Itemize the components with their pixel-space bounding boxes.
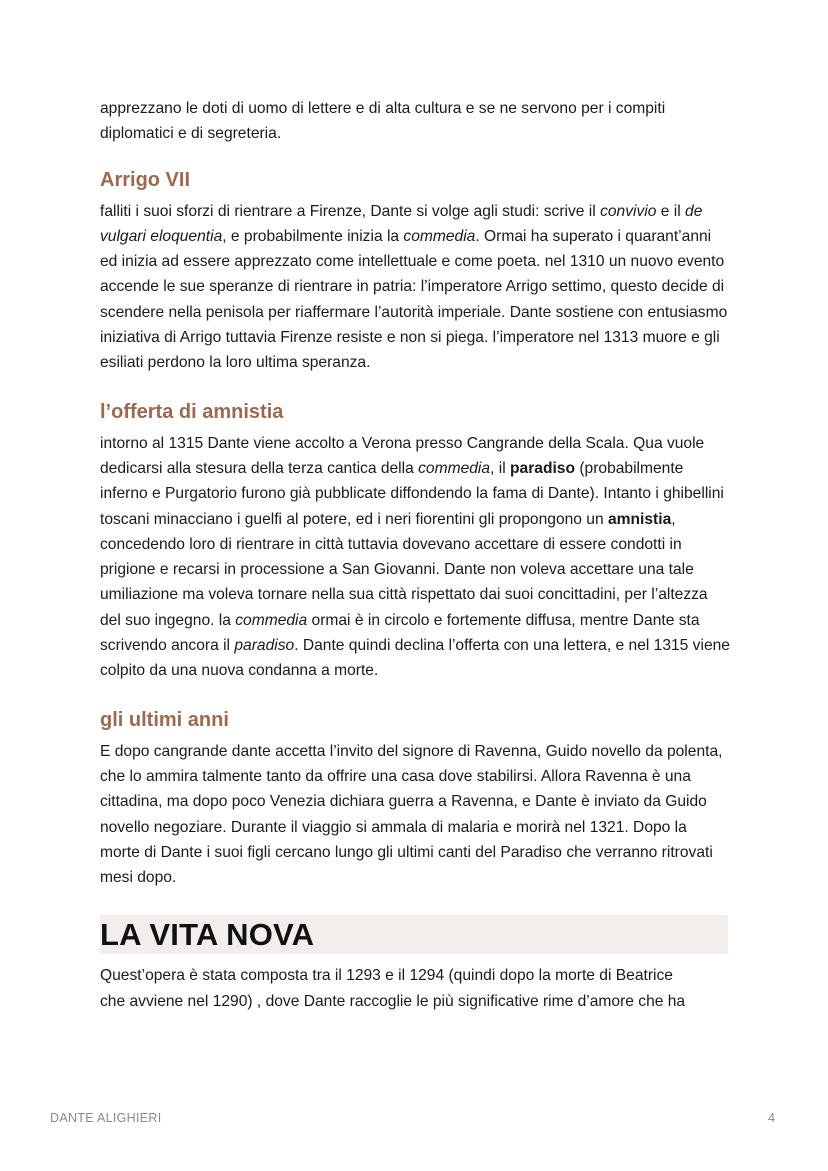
offerta-italic-commedia: commedia [418, 459, 491, 477]
section-title-bar [100, 915, 728, 954]
offerta-text-3: (probabilmente inferno e Purgatorio furono già pubblicate diffondendo la fama di Dante). Intanto i ghibellini toscani minacciano i guelfi al potere, ed i neri fiorentini gli propongono un [100, 459, 724, 528]
intro-line-1: apprezzano le doti di uomo di lettere e di alta cultura e se ne servono per i compiti [100, 100, 666, 117]
heading-arrigo: Arrigo VII [100, 168, 191, 191]
heading-ultimi-anni: gli ultimi anni [100, 708, 229, 731]
offerta-bold-amnistia: amnistia [607, 510, 672, 528]
footer-document-title: DANTE ALIGHIERI [50, 1111, 162, 1125]
ultimi-paragraph: E dopo cangrande dante accetta l’invito del signore di Ravenna, Guido novello da polenta, che lo ammira talmente tanto da offrire una casa dove stabilirsi. Allora Ravenna è una cittadina, ma dopo poco Venezia dichiara guerra a Ravenna, e Dante è inviato da Guido novello negoziare. Durante il viaggio si ammala di malaria e morirà nel 1321. Dopo la morte di Dante i suoi figli cercano lungo gli ultimi canti del Paradiso che verranno ritrovati mesi dopo. [100, 742, 723, 887]
offerta-paragraph [100, 431, 730, 684]
heading-vita-nova: LA VITA NOVA [100, 916, 315, 952]
intro-paragraph [100, 96, 730, 147]
arrigo-text-4: . Ormai ha superato i quarant’anni ed inizia ad essere apprezzato come intellettuale e come poeta. nel 1310 un nuovo evento accende le sue speranze di rientrare in patria: l’imperatore Arrigo settimo, questo decide di scendere nella penisola per riaffermare l’autorità imperiale. Dante sostiene con entusiasmo iniziativa di Arrigo tuttavia Firenze resiste e non si piega. l’imperatore nel 1313 muore e gli esiliati perdono la loro ultima speranza. [100, 227, 728, 372]
intro-line-2: diplomatici e di segreteria. [100, 125, 282, 143]
arrigo-text-1: falliti i suoi sforzi di rientrare a Firenze, Dante si volge agli studi: scrive il [100, 202, 601, 220]
footer-page-number: 4 [768, 1111, 775, 1125]
offerta-bold-paradiso: paradiso [510, 459, 575, 477]
document-page [100, 96, 730, 1014]
arrigo-italic-convivio: convivio [600, 202, 657, 220]
offerta-text-4: , concedendo loro di rientrare in città tuttavia dovevano accettare di essere condotti in prigione e recarsi in processione a San Giovanni. Dante non voleva accettare una tale umiliazione ma voleva tornare nella sua città rispettato dai suoi concittadini, per l’altezza del suo ingegno. la [100, 510, 708, 629]
vita-nova-line-2: che avviene nel 1290) , dove Dante raccoglie le più significative rime d’amore che ha [100, 992, 686, 1010]
heading-offerta: l’offerta di amnistia [100, 400, 284, 423]
offerta-text-5: ormai è in circolo e fortemente diffusa, mentre Dante sta scrivendo ancora il [100, 611, 700, 655]
offerta-italic-paradiso: paradiso [234, 637, 295, 655]
arrigo-italic-commedia: commedia [403, 227, 476, 245]
arrigo-text-2: e il [656, 202, 686, 220]
offerta-text-6: . Dante quindi declina l’offerta con una lettera, e nel 1315 viene colpito da una nuova condanna a morte. [100, 637, 730, 680]
arrigo-text-3: , e probabilmente inizia la [222, 227, 404, 245]
offerta-text-1: intorno al 1315 Dante viene accolto a Verona presso Cangrande della Scala. Qua vuole dedicarsi alla stesura della terza cantica della [100, 434, 705, 477]
arrigo-italic-vulgari: de vulgari eloquentia [100, 202, 703, 245]
offerta-text-2: , il [490, 459, 510, 477]
arrigo-paragraph [100, 199, 730, 376]
offerta-italic-commedia-2: commedia [235, 611, 308, 629]
vita-nova-paragraph [100, 963, 730, 1014]
vita-nova-line-1: Quest’opera è stata composta tra il 1293 e il 1294 (quindi dopo la morte di Beatrice [100, 967, 673, 985]
